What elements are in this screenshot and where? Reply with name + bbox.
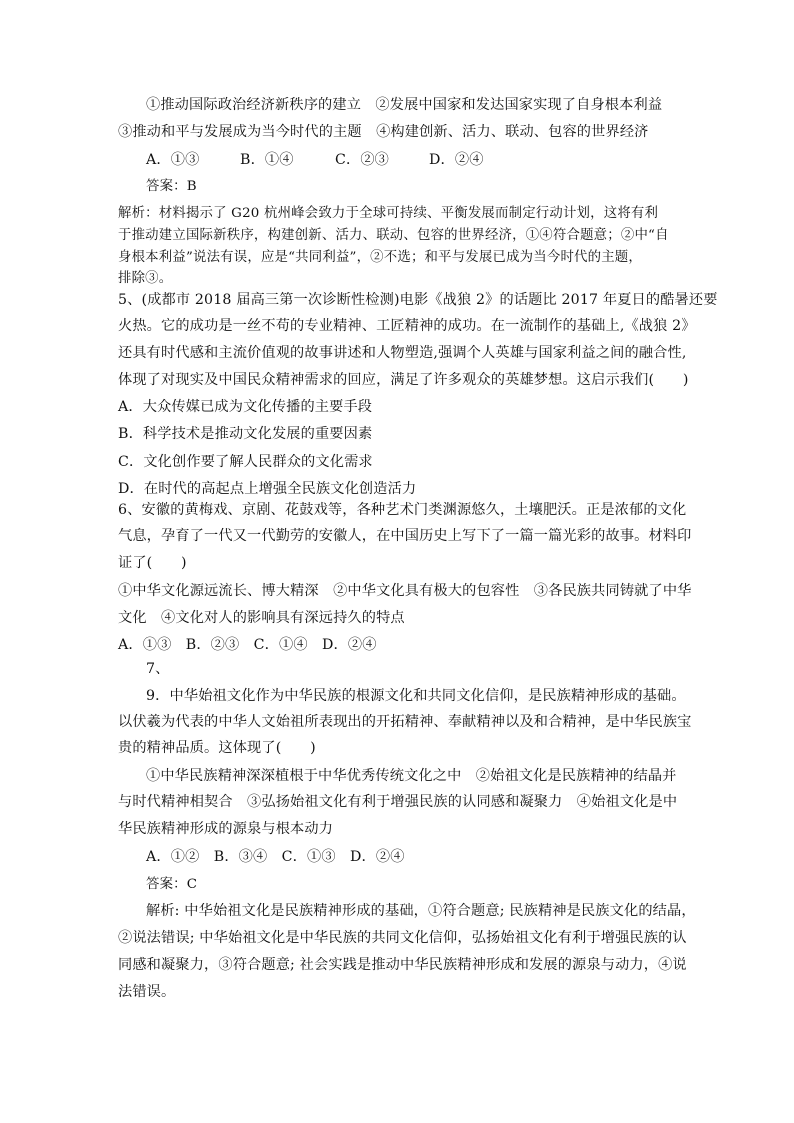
q9-stem-line-2: 以伏羲为代表的中华人文始祖所表现出的开拓精神、奉献精神以及和合精神，是中华民族宝 [118, 714, 692, 730]
q6-stem-line-1: 6、安徽的黄梅戏、京剧、花鼓戏等，各种艺术门类渊源悠久，土壤肥沃。正是浓郁的文化 [118, 502, 687, 518]
q5-option-a: A．大众传媒已成为文化传播的主要手段 [118, 399, 373, 415]
q6-statement-line-1: ①中华文化源远流长、博大精深 ②中华文化具有极大的包容性 ③各民族共同铸就了中华 [118, 583, 692, 599]
q4-statement-line-1: ①推动国际政治经济新秩序的建立 ②发展中国家和发达国家实现了自身根本利益 [146, 97, 663, 113]
q9-statement-line-1: ①中华民族精神深深植根于中华优秀传统文化之中 ②始祖文化是民族精神的结晶并 [146, 768, 677, 784]
q9-statement-line-2: 与时代精神相契合 ③弘扬始祖文化有利于增强民族的认同感和凝聚力 ④始祖文化是中 [118, 794, 678, 810]
q4-option-b: B．①④ [240, 152, 294, 168]
q9-stem-line-3: 贵的精神品质。这体现了( ) [118, 740, 316, 756]
q9-analysis-line-1: 解析: 中华始祖文化是民族精神形成的基础，①符合题意; 民族精神是民族文化的结晶， [146, 903, 696, 919]
q9-answer: 答案：C [146, 877, 198, 892]
q4-analysis-line-2: 于推动建立国际新秩序，构建创新、活力、联动、包容的世界经济，①④符合题意；②中“自 [118, 228, 669, 243]
q6-options: A．①③ B．②③ C．①④ D．②④ [118, 637, 377, 653]
q4-options [146, 151, 484, 169]
q9-statement-line-3: 华民族精神形成的源泉与根本动力 [118, 821, 334, 837]
q5-option-b: B．科学技术是推动文化发展的重要因素 [118, 426, 373, 442]
q9-analysis-line-3: 同感和凝聚力，③符合题意; 社会实践是推动中华民族精神形成和发展的源泉与动力，④说 [118, 957, 687, 973]
q6-statement-line-2: 文化 ④文化对人的影响具有深远持久的特点 [118, 610, 405, 626]
q4-analysis-line-3: 身根本利益”说法有误，应是“共同利益”，②不选；和平与发展已成为当今时代的主题， [118, 250, 642, 265]
q5-stem-line-2: 火热。它的成功是一丝不苟的专业精神、工匠精神的成功。在一流制作的基础上,《战狼 2》 [118, 318, 696, 334]
q5-stem-line-4: 体现了对现实及中国民众精神需求的回应，满足了许多观众的英雄梦想。这启示我们( ) [118, 372, 689, 388]
q5-stem-line-3: 还具有时代感和主流价值观的故事讲述和人物塑造,强调个人英雄与国家利益之间的融合性, [118, 345, 687, 361]
q5-option-c: C．文化创作要了解人民群众的文化需求 [118, 454, 373, 470]
q9-analysis-line-2: ②说法错误; 中华始祖文化是中华民族的共同文化信仰，弘扬始祖文化有利于增强民族的认 [118, 930, 687, 946]
q9-options: A．①② B．③④ C．①③ D．②④ [146, 849, 405, 865]
q4-analysis-line-4: 排除③。 [118, 271, 173, 286]
q5-stem-line-1: 5、(成都市 2018 届高三第一次诊断性检测)电影《战狼 2》的话题比 2017 年夏日的酷暑还要 [118, 292, 718, 308]
q7-label: 7、 [146, 661, 170, 677]
q6-stem-line-2: 气息，孕育了一代又一代勤劳的安徽人，在中国历史上写下了一篇一篇光彩的故事。材料印 [118, 528, 692, 544]
q5-option-d: D．在时代的高起点上增强全民族文化创造活力 [118, 481, 417, 497]
q9-analysis-line-4: 法错误。 [118, 984, 176, 1000]
q4-statement-line-2: ③推动和平与发展成为当今时代的主题 ④构建创新、活力、联动、包容的世界经济 [118, 124, 649, 140]
q4-option-d: D．②④ [429, 152, 484, 168]
q4-option-c: C．②③ [335, 152, 390, 168]
q9-stem-line-1: 9．中华始祖文化作为中华民族的根源文化和共同文化信仰，是民族精神形成的基础。 [146, 688, 686, 704]
q4-analysis-line-1: 解析：材料揭示了 G20 杭州峰会致力于全球可持续、平衡发展而制定行动计划，这将有利 [118, 206, 659, 221]
q4-answer: 答案：B [146, 179, 197, 194]
q4-option-a: A．①③ [146, 152, 200, 168]
q6-stem-line-3: 证了( ) [118, 555, 187, 571]
